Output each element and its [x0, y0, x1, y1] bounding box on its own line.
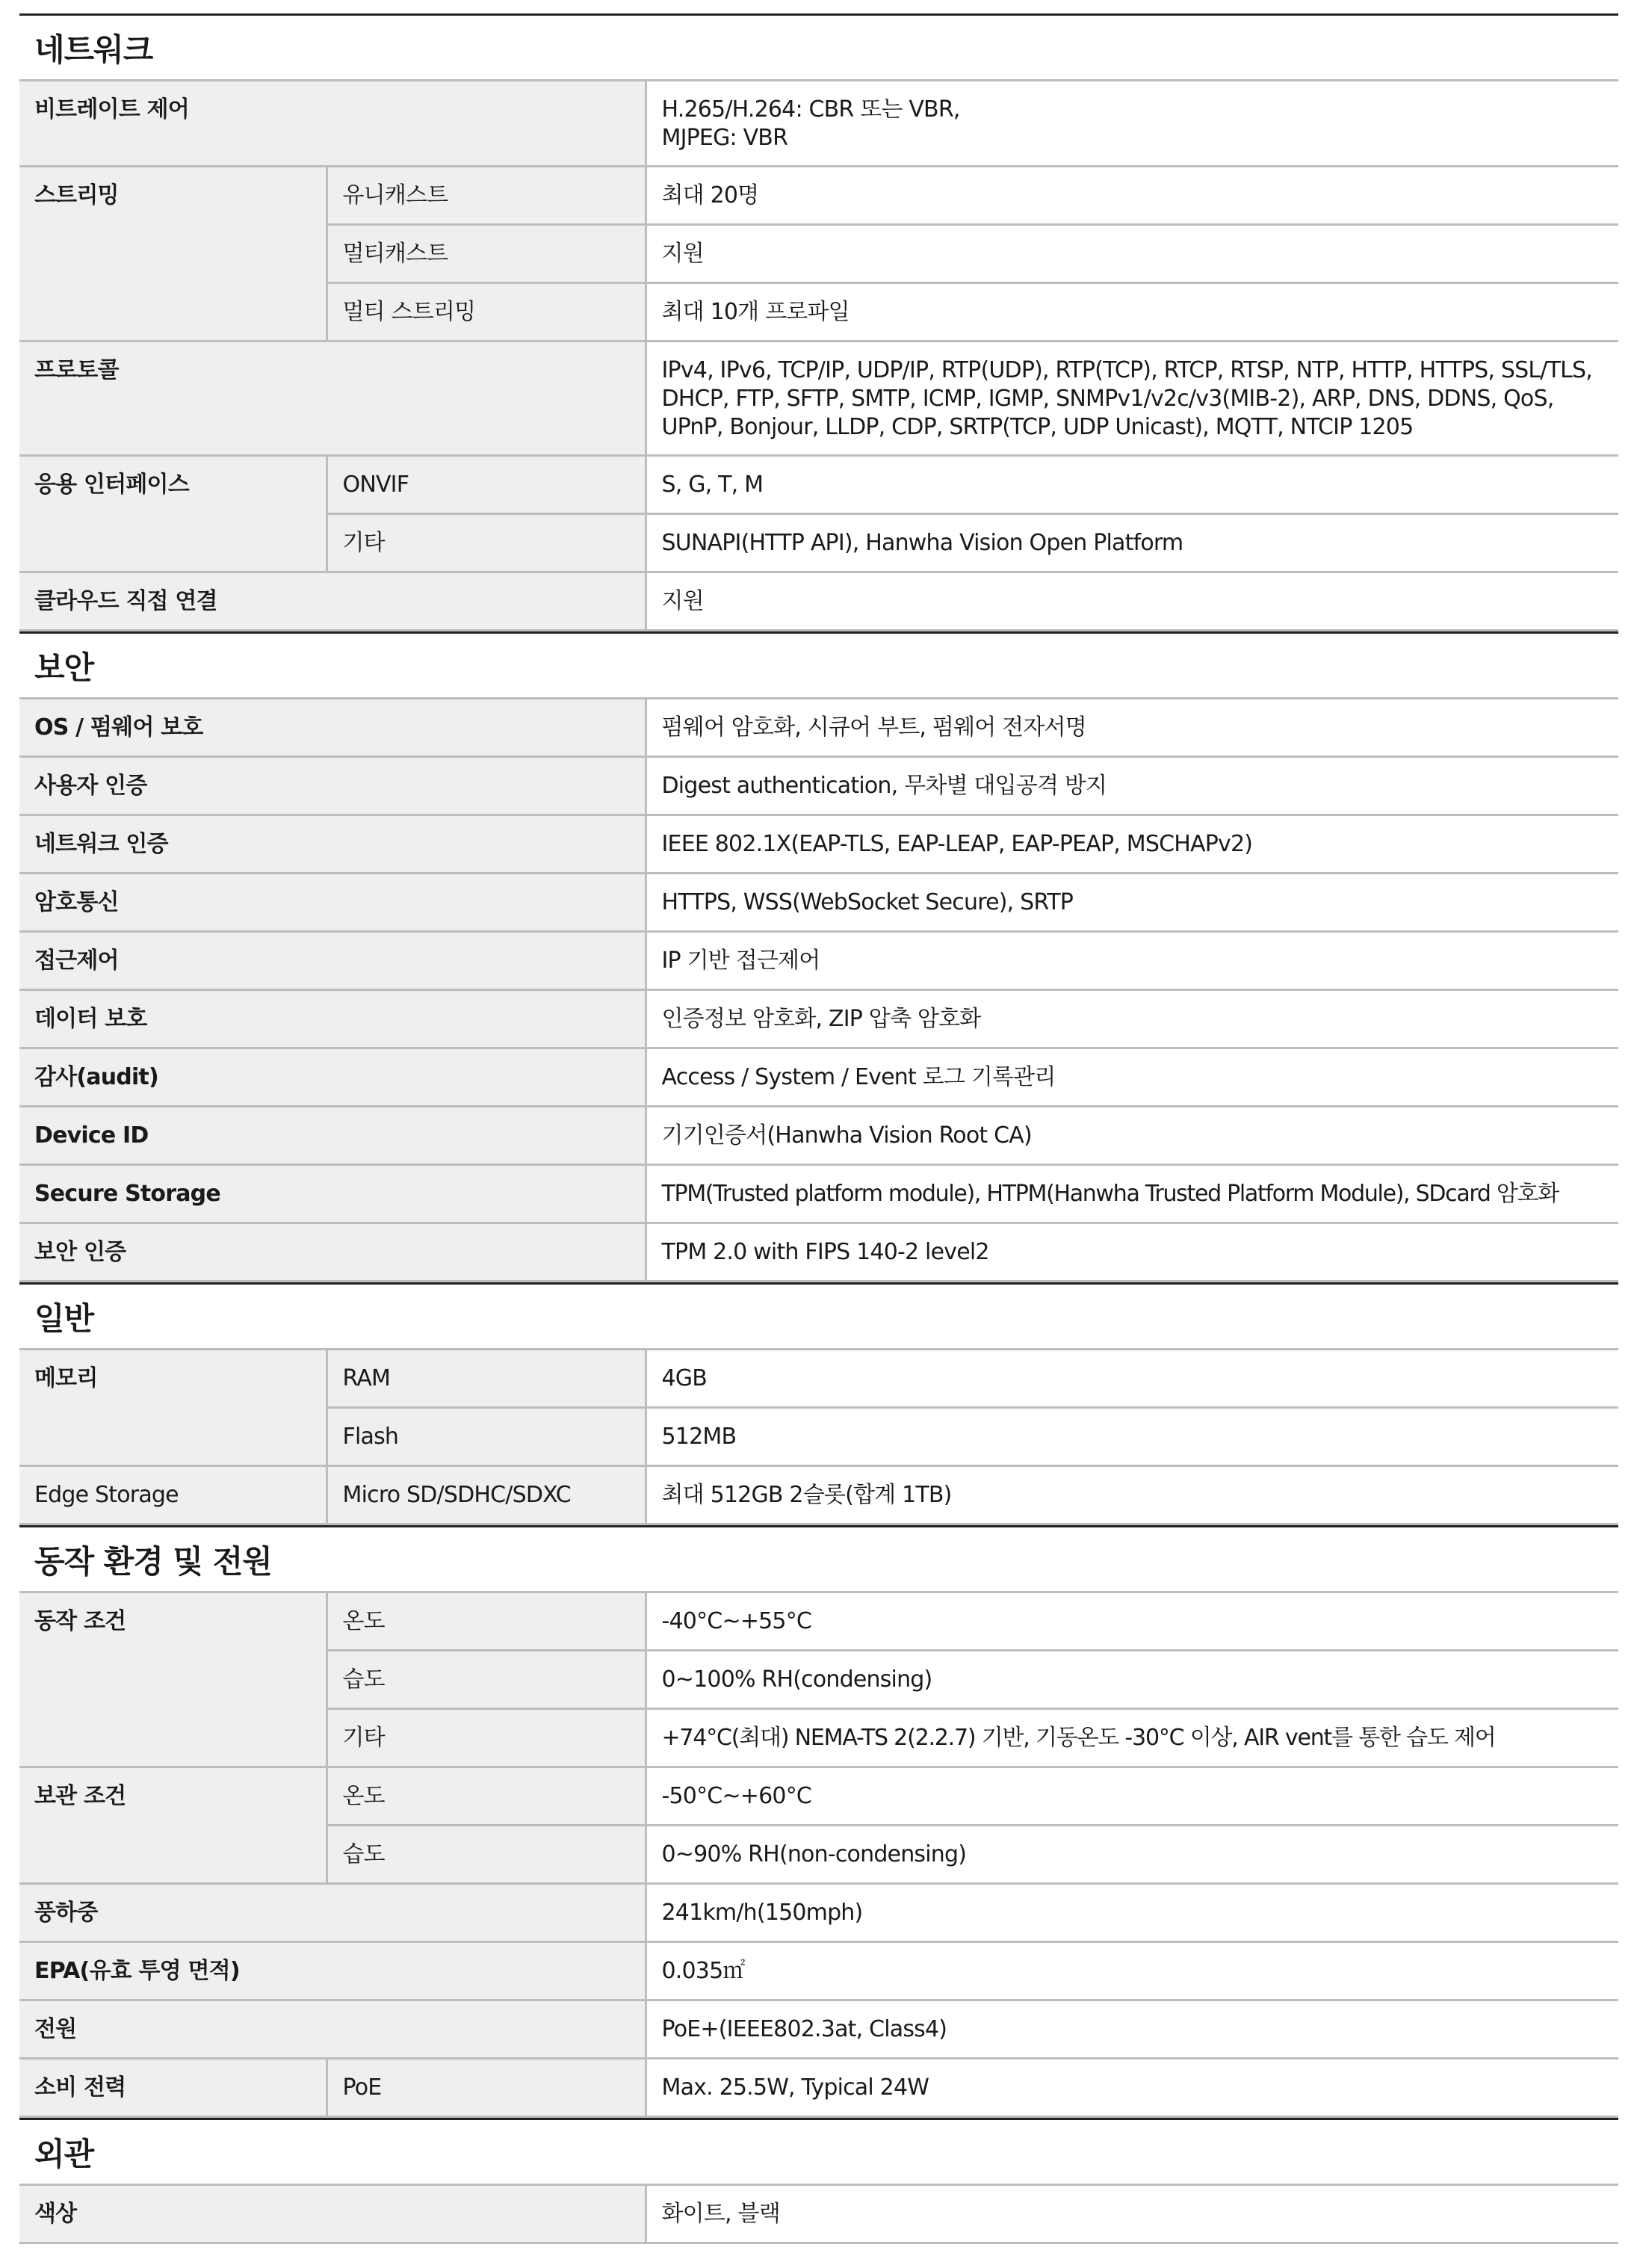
- row-sublabel: 기타: [327, 514, 646, 572]
- row-value: S, G, T, M: [646, 456, 1618, 514]
- row-label: EPA(유효 투영 면적): [19, 1942, 646, 2000]
- row-value: IP 기반 접근제어: [646, 932, 1618, 990]
- table-row: [19, 1884, 1618, 1942]
- row-sublabel: 기타: [327, 1709, 646, 1767]
- row-label: 응용 인터페이스: [19, 456, 327, 572]
- row-value: TPM 2.0 with FIPS 140-2 level2: [646, 1223, 1618, 1282]
- spec-table-environment-power: [19, 1591, 1618, 2118]
- row-label: 전원: [19, 2000, 646, 2059]
- row-value: H.265/H.264: CBR 또는 VBR, MJPEG: VBR: [646, 81, 1618, 167]
- table-row: [19, 456, 1618, 514]
- row-sublabel: RAM: [327, 1350, 646, 1408]
- row-value: IEEE 802.1X(EAP-TLS, EAP-LEAP, EAP-PEAP, MSCHAPv2): [646, 815, 1618, 874]
- row-label: 클라우드 직접 연결: [19, 572, 646, 631]
- table-row: [19, 1350, 1618, 1408]
- row-label: Device ID: [19, 1107, 646, 1165]
- row-value: PoE+(IEEE802.3at, Class4): [646, 2000, 1618, 2059]
- row-sublabel: 온도: [327, 1767, 646, 1826]
- row-label: 스트리밍: [19, 167, 327, 342]
- row-value: TPM(Trusted platform module), HTPM(Hanwha Trusted Platform Module), SDcard 암호화: [646, 1165, 1618, 1223]
- table-row: [19, 874, 1618, 932]
- row-value: 최대 10개 프로파일: [646, 283, 1618, 342]
- table-row: [19, 2000, 1618, 2059]
- table-row: [19, 1165, 1618, 1223]
- row-value: 인증정보 암호화, ZIP 압축 암호화: [646, 990, 1618, 1048]
- spec-table-general: [19, 1348, 1618, 1525]
- row-label: Edge Storage: [19, 1466, 327, 1524]
- row-value: 기기인증서(Hanwha Vision Root CA): [646, 1107, 1618, 1165]
- row-value: 0~100% RH(condensing): [646, 1651, 1618, 1709]
- table-row: [19, 1048, 1618, 1107]
- row-label: 풍하중: [19, 1884, 646, 1942]
- row-label: 비트레이트 제어: [19, 81, 646, 167]
- row-value: Digest authentication, 무차별 대입공격 방지: [646, 757, 1618, 815]
- row-value: +74°C(최대) NEMA-TS 2(2.2.7) 기반, 기동온도 -30°C 이상, AIR vent를 통한 습도 제어: [646, 1709, 1618, 1767]
- row-value: 241km/h(150mph): [646, 1884, 1618, 1942]
- row-label: 데이터 보호: [19, 990, 646, 1048]
- row-label: 암호통신: [19, 874, 646, 932]
- table-row: [19, 342, 1618, 456]
- row-label: 프로토콜: [19, 342, 646, 456]
- row-label: 색상: [19, 2185, 646, 2243]
- row-value: Max. 25.5W, Typical 24W: [646, 2059, 1618, 2117]
- table-row: [19, 990, 1618, 1048]
- row-sublabel: 멀티 스트리밍: [327, 283, 646, 342]
- spec-table-network: [19, 79, 1618, 631]
- table-row: [19, 757, 1618, 815]
- row-sublabel: Flash: [327, 1408, 646, 1466]
- table-row: [19, 2059, 1618, 2117]
- table-row: [19, 1223, 1618, 1282]
- section-title-network: 네트워크: [19, 13, 1618, 79]
- row-label: 동작 조건: [19, 1592, 327, 1767]
- row-label: 소비 전력: [19, 2059, 327, 2117]
- row-value: HTTPS, WSS(WebSocket Secure), SRTP: [646, 874, 1618, 932]
- row-value: 최대 512GB 2슬롯(합계 1TB): [646, 1466, 1618, 1524]
- table-row: [19, 1107, 1618, 1165]
- row-label: 네트워크 인증: [19, 815, 646, 874]
- row-label: Secure Storage: [19, 1165, 646, 1223]
- row-value: 512MB: [646, 1408, 1618, 1466]
- row-sublabel: Micro SD/SDHC/SDXC: [327, 1466, 646, 1524]
- row-sublabel: ONVIF: [327, 456, 646, 514]
- row-label: 보관 조건: [19, 1767, 327, 1884]
- row-label: 보안 인증: [19, 1223, 646, 1282]
- section-title-environment-power: 동작 환경 및 전원: [19, 1525, 1618, 1591]
- table-row: [19, 815, 1618, 874]
- table-row: [19, 1942, 1618, 2000]
- row-value: SUNAPI(HTTP API), Hanwha Vision Open Platform: [646, 514, 1618, 572]
- spec-table-security: [19, 697, 1618, 1282]
- table-row: [19, 2185, 1618, 2243]
- row-value: 최대 20명: [646, 167, 1618, 225]
- row-value: 지원: [646, 225, 1618, 283]
- row-value: 화이트, 블랙: [646, 2185, 1618, 2243]
- row-sublabel: 유니캐스트: [327, 167, 646, 225]
- table-row: [19, 81, 1618, 167]
- spec-sheet: [19, 13, 1618, 2244]
- table-row: [19, 167, 1618, 225]
- row-value: 4GB: [646, 1350, 1618, 1408]
- row-sublabel: 온도: [327, 1592, 646, 1651]
- section-title-general: 일반: [19, 1282, 1618, 1348]
- row-value: -50°C~+60°C: [646, 1767, 1618, 1826]
- row-label: 감사(audit): [19, 1048, 646, 1107]
- row-sublabel: 습도: [327, 1826, 646, 1884]
- section-title-security: 보안: [19, 631, 1618, 697]
- row-label: 사용자 인증: [19, 757, 646, 815]
- row-label: 메모리: [19, 1350, 327, 1466]
- row-label: 접근제어: [19, 932, 646, 990]
- row-value: 펌웨어 암호화, 시큐어 부트, 펌웨어 전자서명: [646, 699, 1618, 757]
- row-label: OS / 펌웨어 보호: [19, 699, 646, 757]
- row-value: IPv4, IPv6, TCP/IP, UDP/IP, RTP(UDP), RTP(TCP), RTCP, RTSP, NTP, HTTP, HTTPS, SSL/TLS, DHCP, FTP, SFTP, SMTP, ICMP, IGMP, SNMPv1/v2c/v3(MIB-2), ARP, DNS, DDNS, QoS, UPnP, Bonjour, LLDP, CDP, SRTP(TCP, UDP Unicast), MQTT, NTCIP 1205: [646, 342, 1618, 456]
- row-sublabel: PoE: [327, 2059, 646, 2117]
- table-row: [19, 699, 1618, 757]
- row-value: -40°C~+55°C: [646, 1592, 1618, 1651]
- row-value: Access / System / Event 로그 기록관리: [646, 1048, 1618, 1107]
- row-value: 0.035㎡: [646, 1942, 1618, 2000]
- table-row: [19, 1466, 1618, 1524]
- table-row: [19, 932, 1618, 990]
- row-sublabel: 습도: [327, 1651, 646, 1709]
- spec-table-appearance: [19, 2184, 1618, 2244]
- table-row: [19, 1592, 1618, 1651]
- table-row: [19, 572, 1618, 631]
- section-title-appearance: 외관: [19, 2118, 1618, 2184]
- row-value: 0~90% RH(non-condensing): [646, 1826, 1618, 1884]
- table-row: [19, 1767, 1618, 1826]
- row-value: 지원: [646, 572, 1618, 631]
- row-sublabel: 멀티캐스트: [327, 225, 646, 283]
